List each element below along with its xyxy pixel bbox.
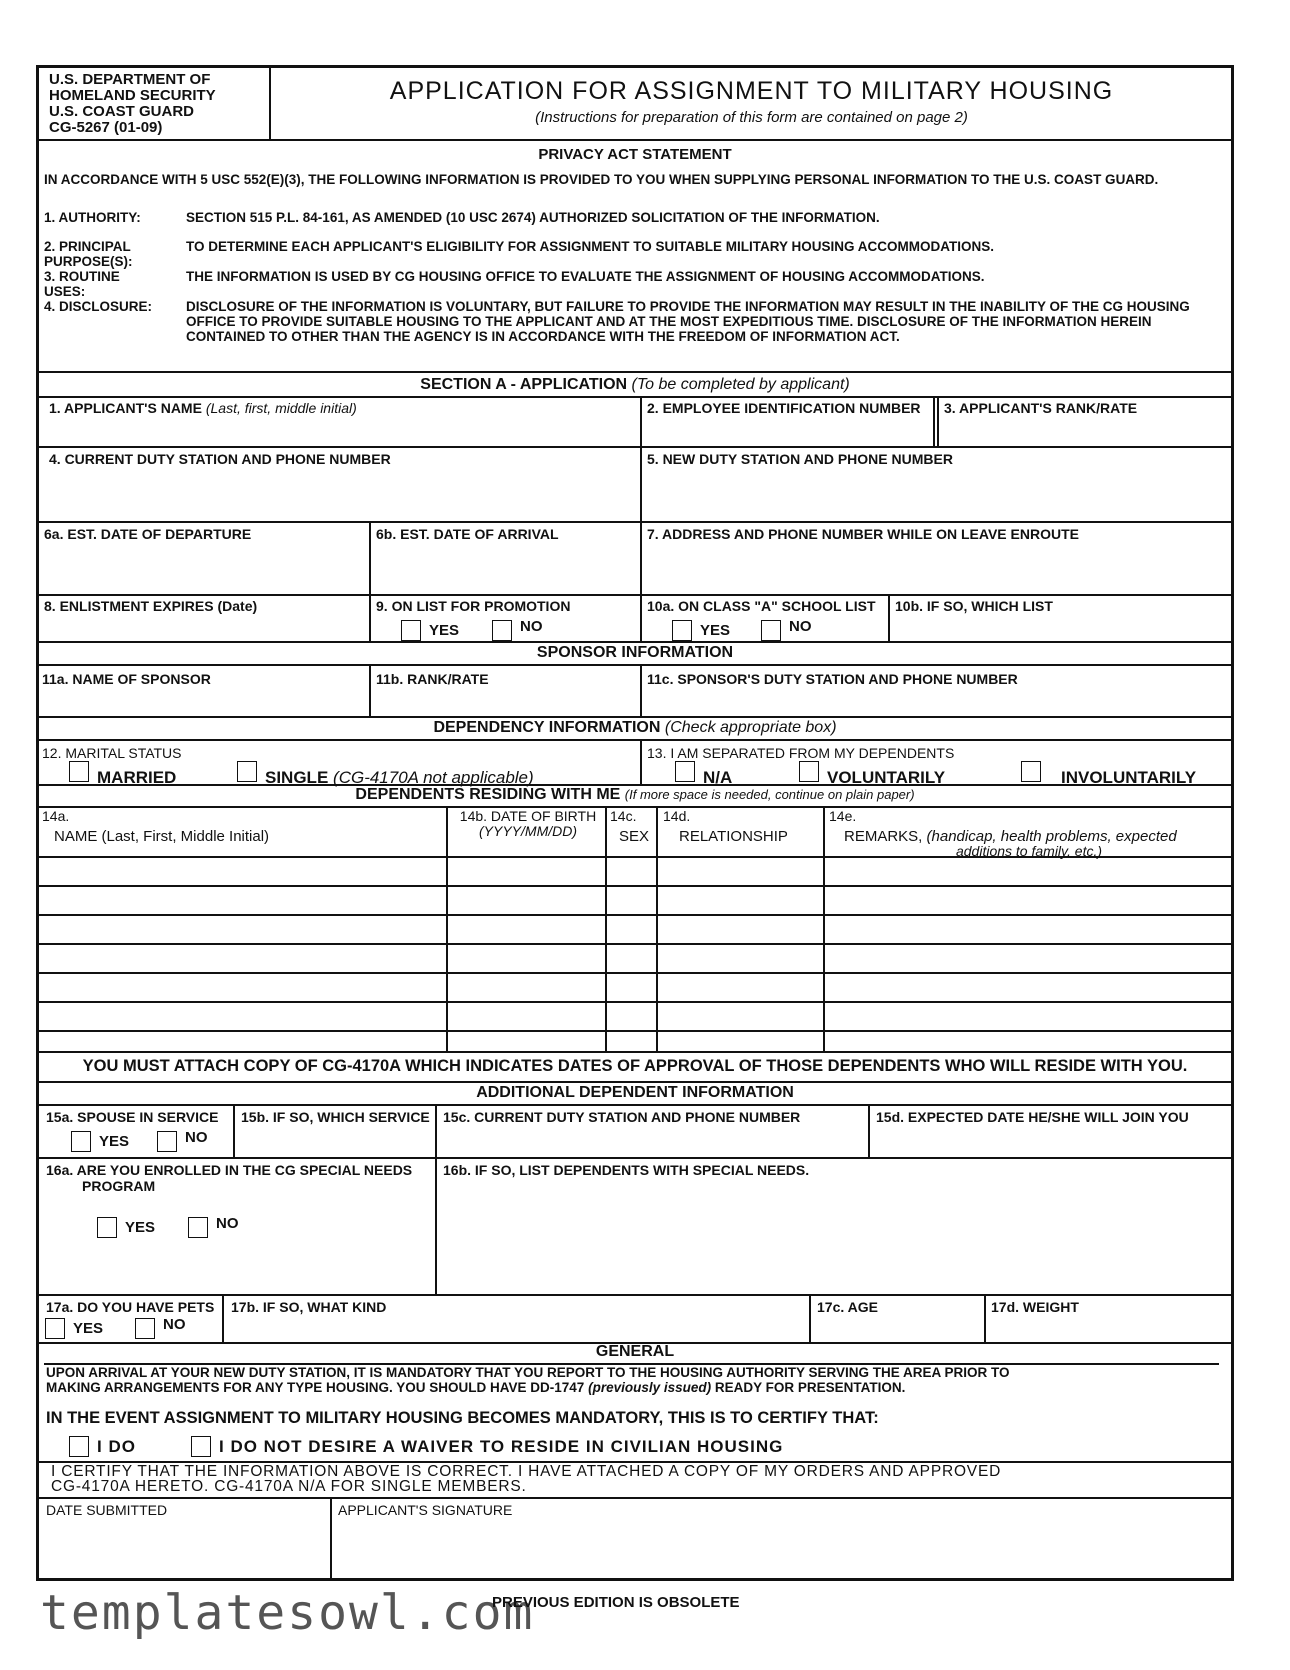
certify-text-line-1: I CERTIFY THAT THE INFORMATION ABOVE IS CORRECT. I HAVE ATTACHED A COPY OF MY ORDERS AND APPROVED <box>51 1463 1002 1480</box>
single-note: (CG-4170A not applicable) <box>333 767 534 787</box>
col-14e-num: 14e. <box>829 808 857 824</box>
voluntarily-label: VOLUNTARILY <box>827 767 946 787</box>
spouse-yes-option[interactable] <box>71 1131 129 1152</box>
signature-input[interactable] <box>336 1522 1226 1572</box>
yes-label: YES <box>99 1133 130 1150</box>
promotion-yes-checkbox[interactable] <box>401 620 421 641</box>
watermark-text: templatesowl.com <box>40 1585 535 1641</box>
applicant-name-input[interactable] <box>47 420 637 444</box>
married-label: MARRIED <box>97 767 177 787</box>
remarks-note-2: additions to family, etc.) <box>955 843 1103 859</box>
pet-age-input[interactable] <box>815 1318 975 1340</box>
spouse-no-checkbox[interactable] <box>157 1131 177 1152</box>
dependents-title: DEPENDENTS RESIDING WITH ME <box>355 786 621 803</box>
employee-id-input[interactable] <box>645 420 925 444</box>
general-text-2a: MAKING ARRANGEMENTS FOR ANY TYPE HOUSING. YOU SHOULD HAVE DD-1747 <box>46 1380 585 1395</box>
sponsor-heading: SPONSOR INFORMATION <box>536 644 734 661</box>
school-no-option[interactable] <box>761 620 812 641</box>
pets-no-checkbox[interactable] <box>135 1318 155 1339</box>
form-subtitle: (Instructions for preparation of this form are contained on page 2) <box>535 109 968 126</box>
arrival-date-label: 6b. EST. DATE OF ARRIVAL <box>376 526 559 542</box>
single-label: SINGLE <box>265 767 329 787</box>
dependency-heading <box>39 719 1231 737</box>
form-title: APPLICATION FOR ASSIGNMENT TO MILITARY HOUSING <box>389 77 1114 105</box>
privacy-heading: PRIVACY ACT STATEMENT <box>538 146 732 163</box>
privacy-item-key: 3. ROUTINE USES: <box>44 269 120 299</box>
school-yes-option[interactable] <box>672 620 730 641</box>
school-list-label: 10a. ON CLASS "A" SCHOOL LIST <box>647 598 876 614</box>
section-a-title: SECTION A - APPLICATION <box>420 376 628 393</box>
dependents-heading <box>39 786 1231 804</box>
general-text-line-2 <box>46 1380 1226 1395</box>
privacy-item-key: 1. AUTHORITY: <box>44 210 141 225</box>
privacy-item-value: SECTION 515 P.L. 84-161, AS AMENDED (10 USC 2674) AUTHORIZED SOLICITATION OF THE INFORMATION. <box>186 210 880 225</box>
pet-kind-input[interactable] <box>229 1318 799 1340</box>
no-label: NO <box>520 618 543 635</box>
agency-line-2: HOMELAND SECURITY <box>49 87 216 104</box>
privacy-item-value: TO DETERMINE EACH APPLICANT'S ELIGIBILITY FOR ASSIGNMENT TO SUITABLE MILITARY HOUSING ACCOMMODATIONS. <box>186 239 994 254</box>
general-text <box>46 1365 1226 1395</box>
current-duty-station-label: 4. CURRENT DUTY STATION AND PHONE NUMBER <box>49 451 391 467</box>
departure-date-input[interactable] <box>44 548 364 588</box>
pets-no-option[interactable] <box>135 1318 186 1339</box>
voluntarily-option[interactable] <box>799 761 946 787</box>
date-submitted-input[interactable] <box>44 1522 324 1572</box>
agency-line-1: U.S. DEPARTMENT OF <box>49 71 211 88</box>
signature-label: APPLICANT'S SIGNATURE <box>338 1502 513 1518</box>
join-date-input[interactable] <box>874 1130 1227 1154</box>
dependents-note: (If more space is needed, continue on plain paper) <box>624 787 915 802</box>
which-list-label: 10b. IF SO, WHICH LIST <box>895 598 1053 614</box>
marital-status-label: 12. MARITAL STATUS <box>42 745 182 761</box>
married-checkbox[interactable] <box>69 761 89 782</box>
col-relationship-header: RELATIONSHIP <box>679 828 788 845</box>
yes-label: YES <box>700 622 731 639</box>
pets-yes-checkbox[interactable] <box>45 1318 65 1339</box>
pets-yes-option[interactable] <box>45 1318 103 1339</box>
special-needs-no-option[interactable] <box>188 1217 239 1238</box>
pet-weight-input[interactable] <box>989 1318 1227 1340</box>
agency-block <box>49 72 216 136</box>
new-duty-station-input[interactable] <box>645 473 1227 517</box>
i-do-not-label: I DO NOT DESIRE A WAIVER TO RESIDE IN CIVILIAN HOUSING <box>219 1436 784 1456</box>
promotion-yes-option[interactable] <box>401 620 459 641</box>
privacy-item-value: DISCLOSURE OF THE INFORMATION IS VOLUNTARY, BUT FAILURE TO PROVIDE THE INFORMATION MAY RESULT IN THE INABILITY OF THE CG HOUSING OFFICE TO PROVIDE SUITABLE HOUSING TO THE APPLICANT AND AT THE MOST EXPEDITIOUS TIME. DISCLOSURE OF THE INFORMATION HEREIN CONTAINED TO OTHER THAN THE AGENCY IS IN ACCORDANCE WITH THE FREEDOM OF INFORMATION ACT. <box>186 299 1190 344</box>
enlistment-expires-input[interactable] <box>44 618 364 640</box>
new-duty-station-label: 5. NEW DUTY STATION AND PHONE NUMBER <box>647 451 953 467</box>
involuntarily-label: INVOLUNTARILY <box>1061 767 1197 787</box>
attach-note: YOU MUST ATTACH COPY OF CG-4170A WHICH INDICATES DATES OF APPROVAL OF THOSE DEPENDENTS WHO WILL RESIDE WITH YOU. <box>82 1057 1188 1075</box>
remarks-label: REMARKS, <box>844 828 923 845</box>
general-text-line-1: UPON ARRIVAL AT YOUR NEW DUTY STATION, IT IS MANDATORY THAT YOU REPORT TO THE HOUSING AUTHORITY SERVING THE AREA PRIOR TO <box>46 1365 1010 1380</box>
no-label: NO <box>216 1215 239 1232</box>
which-service-label: 15b. IF SO, WHICH SERVICE <box>241 1109 430 1125</box>
join-date-label: 15d. EXPECTED DATE HE/SHE WILL JOIN YOU <box>876 1109 1189 1125</box>
obsolete-notice: PREVIOUS EDITION IS OBSOLETE <box>492 1594 740 1611</box>
involuntarily-option[interactable] <box>1021 761 1197 787</box>
table-row[interactable] <box>41 945 1229 971</box>
field-1-label <box>49 400 357 416</box>
col-14c-num: 14c. <box>610 808 637 824</box>
spouse-service-label: 15a. SPOUSE IN SERVICE <box>46 1109 219 1125</box>
general-text-2b: (previously issued) <box>588 1380 712 1395</box>
leave-address-input[interactable] <box>645 548 1227 588</box>
certify-text-line-2: CG-4170A HERETO. CG-4170A N/A FOR SINGLE MEMBERS. <box>51 1478 527 1495</box>
col-dob-note: (YYYY/MM/DD) <box>479 823 577 839</box>
i-do-not-option[interactable] <box>191 1436 783 1457</box>
col-14d-num: 14d. <box>663 808 691 824</box>
no-label: NO <box>163 1316 186 1333</box>
employee-id-label: 2. EMPLOYEE IDENTIFICATION NUMBER <box>647 400 921 416</box>
school-yes-checkbox[interactable] <box>672 620 692 641</box>
voluntarily-checkbox[interactable] <box>799 761 819 782</box>
date-submitted-label: DATE SUBMITTED <box>46 1502 168 1518</box>
departure-date-label: 6a. EST. DATE OF DEPARTURE <box>44 526 252 542</box>
table-row[interactable] <box>41 887 1229 913</box>
pet-weight-label: 17d. WEIGHT <box>991 1299 1079 1315</box>
pet-kind-label: 17b. IF SO, WHAT KIND <box>231 1299 387 1315</box>
rank-rate-input[interactable] <box>943 420 1227 444</box>
sponsor-duty-station-label: 11c. SPONSOR'S DUTY STATION AND PHONE NUMBER <box>647 671 1018 687</box>
table-row[interactable] <box>41 974 1229 1000</box>
table-row[interactable] <box>41 916 1229 942</box>
yes-label: YES <box>125 1219 156 1236</box>
remarks-note-1: (handicap, health problems, expected <box>926 828 1177 845</box>
promotion-no-option[interactable] <box>492 620 543 641</box>
single-checkbox[interactable] <box>237 761 257 782</box>
leave-address-label: 7. ADDRESS AND PHONE NUMBER WHILE ON LEAVE ENROUTE <box>647 526 1079 542</box>
dependency-note: (Check appropriate box) <box>664 719 837 736</box>
yes-label: YES <box>73 1320 104 1337</box>
married-option[interactable] <box>69 761 177 787</box>
i-do-not-checkbox[interactable] <box>191 1436 211 1457</box>
col-dob-header: 14b. DATE OF BIRTH <box>459 808 597 824</box>
sponsor-rank-input[interactable] <box>375 691 635 715</box>
spouse-duty-station-label: 15c. CURRENT DUTY STATION AND PHONE NUMBER <box>443 1109 801 1125</box>
special-needs-no-checkbox[interactable] <box>188 1217 208 1238</box>
na-checkbox[interactable] <box>675 761 695 782</box>
table-row[interactable] <box>41 1003 1229 1029</box>
housing-application-form <box>36 65 1234 1581</box>
na-label: N/A <box>703 767 733 787</box>
section-a-heading <box>39 376 1231 394</box>
spouse-no-option[interactable] <box>157 1131 208 1152</box>
privacy-intro: IN ACCORDANCE WITH 5 USC 552(E)(3), THE FOLLOWING INFORMATION IS PROVIDED TO YOU WHEN SUPPLYING PERSONAL INFORMATION TO THE U.S. COAST GUARD. <box>44 172 1159 187</box>
promotion-no-checkbox[interactable] <box>492 620 512 641</box>
i-do-option[interactable] <box>69 1436 136 1457</box>
which-service-input[interactable] <box>239 1130 429 1154</box>
na-option[interactable] <box>675 761 733 787</box>
section-a-note: (To be completed by applicant) <box>631 376 850 393</box>
certify-text <box>51 1464 1001 1494</box>
applicant-name-label: 1. APPLICANT'S NAME <box>49 400 202 416</box>
school-no-checkbox[interactable] <box>761 620 781 641</box>
no-label: NO <box>185 1129 208 1146</box>
special-needs-label-2: PROGRAM <box>82 1178 156 1194</box>
enlistment-expires-label: 8. ENLISTMENT EXPIRES (Date) <box>44 598 258 614</box>
dependency-title: DEPENDENCY INFORMATION <box>433 719 661 736</box>
sponsor-name-label: 11a. NAME OF SPONSOR <box>42 671 211 687</box>
promotion-list-label: 9. ON LIST FOR PROMOTION <box>376 598 571 614</box>
special-needs-yes-option[interactable] <box>97 1217 155 1238</box>
spouse-yes-checkbox[interactable] <box>71 1131 91 1152</box>
privacy-item-key: 4. DISCLOSURE: <box>44 299 153 314</box>
yes-label: YES <box>429 622 460 639</box>
single-option[interactable] <box>237 761 534 787</box>
rank-rate-label: 3. APPLICANT'S RANK/RATE <box>944 400 1138 416</box>
sponsor-duty-station-input[interactable] <box>645 691 1227 715</box>
applicant-name-note: (Last, first, middle initial) <box>205 400 357 416</box>
general-text-2c: READY FOR PRESENTATION. <box>714 1380 906 1395</box>
special-needs-yes-checkbox[interactable] <box>97 1217 117 1238</box>
separated-label: 13. I AM SEPARATED FROM MY DEPENDENTS <box>647 745 955 761</box>
current-duty-station-input[interactable] <box>47 473 637 517</box>
general-heading: GENERAL <box>595 1343 675 1360</box>
privacy-item-key: 2. PRINCIPAL PURPOSE(S): <box>44 239 133 269</box>
col-name-header: NAME (Last, First, Middle Initial) <box>54 828 270 845</box>
privacy-item-value: THE INFORMATION IS USED BY CG HOUSING OFFICE TO EVALUATE THE ASSIGNMENT OF HOUSING ACCOMMODATIONS. <box>186 269 985 284</box>
pets-label: 17a. DO YOU HAVE PETS <box>46 1299 215 1315</box>
special-needs-list-label: 16b. IF SO, LIST DEPENDENTS WITH SPECIAL NEEDS. <box>443 1162 810 1178</box>
additional-heading: ADDITIONAL DEPENDENT INFORMATION <box>476 1084 794 1101</box>
arrival-date-input[interactable] <box>375 548 635 588</box>
sponsor-rank-label: 11b. RANK/RATE <box>376 671 489 687</box>
certify-heading: IN THE EVENT ASSIGNMENT TO MILITARY HOUSING BECOMES MANDATORY, THIS IS TO CERTIFY THAT: <box>46 1409 879 1427</box>
i-do-label: I DO <box>97 1436 136 1456</box>
agency-line-3: U.S. COAST GUARD <box>49 103 195 120</box>
involuntarily-checkbox[interactable] <box>1021 761 1041 782</box>
special-needs-list-input[interactable] <box>441 1183 1227 1283</box>
special-needs-label: 16a. ARE YOU ENROLLED IN THE CG SPECIAL NEEDS <box>46 1162 413 1178</box>
pet-age-label: 17c. AGE <box>817 1299 878 1315</box>
spouse-duty-station-input[interactable] <box>441 1130 861 1154</box>
col-sex-header: SEX <box>618 828 649 845</box>
i-do-checkbox[interactable] <box>69 1436 89 1457</box>
no-label: NO <box>789 618 812 635</box>
table-row[interactable] <box>41 858 1229 884</box>
which-list-input[interactable] <box>894 618 1227 640</box>
col-14a-num: 14a. <box>42 808 70 824</box>
form-number: CG-5267 (01-09) <box>49 119 163 136</box>
sponsor-name-input[interactable] <box>42 691 364 715</box>
